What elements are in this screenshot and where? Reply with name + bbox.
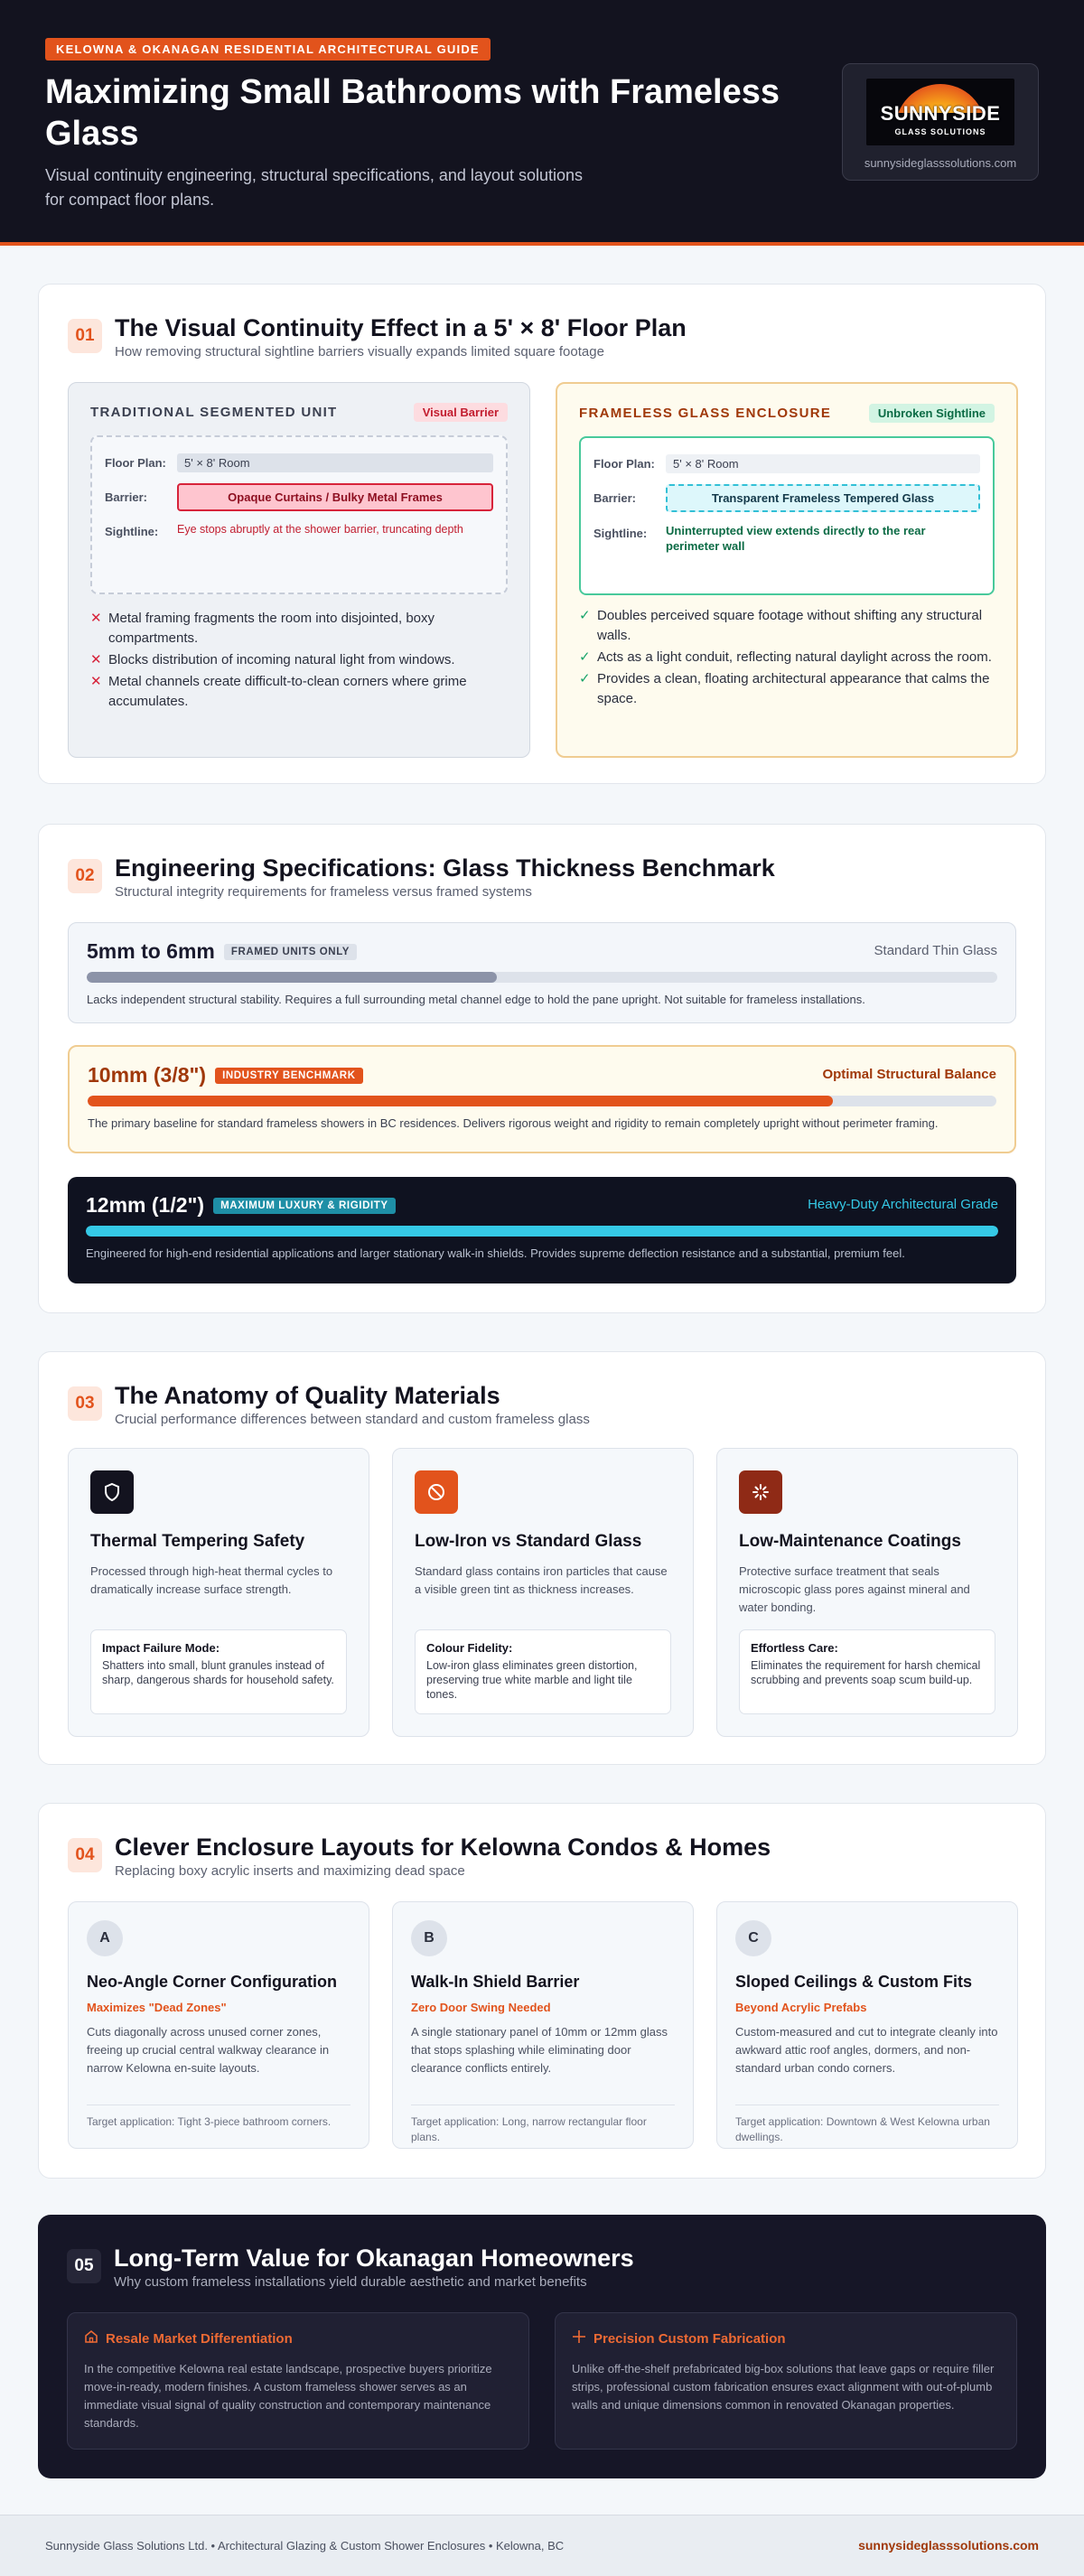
section-title: Engineering Specifications: Glass Thickness Benchmark xyxy=(115,854,775,882)
brand-logo-card[interactable] xyxy=(842,63,1039,181)
layout-letter-badge: A xyxy=(87,1920,123,1956)
card-kicker: Zero Door Swing Needed xyxy=(411,2001,551,2014)
logo-wordmark: SUNNYSIDE xyxy=(880,102,1001,125)
barrier-value: Opaque Curtains / Bulky Metal Frames xyxy=(177,483,493,511)
benchmark-bar xyxy=(87,972,997,983)
footer-website-link[interactable]: sunnysideglasssolutions.com xyxy=(858,2538,1039,2553)
benchmark-bar xyxy=(86,1226,998,1237)
list-item: ✕ Metal channels create difficult-to-clean corners where grime accumulates. xyxy=(90,674,467,709)
section-visual-continuity xyxy=(38,284,1046,784)
section-subtitle: Structural integrity requirements for frameless versus framed systems xyxy=(115,884,532,900)
sightline-label: Sightline: xyxy=(105,525,159,538)
target-application: Target application: Long, narrow rectangular floor plans. xyxy=(411,2105,675,2145)
benchmark-badge: INDUSTRY BENCHMARK xyxy=(215,1068,363,1084)
benchmark-bar-fill xyxy=(88,1096,833,1106)
detail-description: Shatters into small, blunt granules instead of sharp, dangerous shards for household safety. xyxy=(102,1659,334,1686)
detail-title: Effortless Care: xyxy=(751,1641,838,1655)
barrier-label: Barrier: xyxy=(593,491,636,505)
footer-company-info: Sunnyside Glass Solutions Ltd. • Architectural Glazing & Custom Shower Enclosures • Kelowna, BC xyxy=(45,2539,565,2553)
benchmark-badge: FRAMED UNITS ONLY xyxy=(224,944,357,960)
card-title: Neo-Angle Corner Configuration xyxy=(87,1973,337,1991)
benchmark-thickness: 5mm to 6mm xyxy=(87,939,215,963)
section-number: 05 xyxy=(67,2249,101,2283)
benchmark-bar xyxy=(88,1096,996,1106)
section-number: 01 xyxy=(68,319,102,353)
card-description: Cuts diagonally across unused corner zones, freeing up crucial central walkway clearance in narrow Kelowna en-suite layouts. xyxy=(87,2025,330,2075)
section-title: Long-Term Value for Okanagan Homeowners xyxy=(114,2245,634,2272)
benchmark-row xyxy=(68,1045,1016,1153)
card-title: Low-Maintenance Coatings xyxy=(739,1532,961,1551)
floor-plan-value: 5' × 8' Room xyxy=(177,453,493,472)
layout-letter-badge: B xyxy=(411,1920,447,1956)
section-number: 02 xyxy=(68,859,102,893)
cross-icon: ✕ xyxy=(90,674,102,689)
page-header xyxy=(0,0,1084,246)
section-title: The Visual Continuity Effect in a 5' × 8' Floor Plan xyxy=(115,314,687,341)
value-card xyxy=(67,2312,529,2450)
target-application: Target application: Tight 3-piece bathroom corners. xyxy=(87,2105,350,2130)
crosshair-icon xyxy=(572,2329,586,2347)
barrier-label: Barrier: xyxy=(105,490,147,504)
section-subtitle: How removing structural sightline barriers visually expands limited square footage xyxy=(115,344,604,359)
benchmark-description: Engineered for high-end residential applications and larger stationary walk-in shields. Provides supreme deflection resistance and a substantial, premium feel. xyxy=(86,1246,905,1260)
section-long-term-value xyxy=(38,2215,1046,2478)
detail-description: Eliminates the requirement for harsh chemical scrubbing and prevents soap scum build-up. xyxy=(751,1659,981,1686)
sightline-value: Uninterrupted view extends directly to the rear perimeter wall xyxy=(666,524,926,553)
card-title: Thermal Tempering Safety xyxy=(90,1532,305,1551)
page-title: Maximizing Small Bathrooms with Frameless Glass xyxy=(45,73,780,153)
traditional-unit-panel xyxy=(68,382,530,758)
benchmark-bar-fill xyxy=(87,972,497,983)
layout-card xyxy=(716,1901,1018,2149)
section-subtitle: Why custom frameless installations yield durable aesthetic and market benefits xyxy=(114,2274,587,2290)
section-title: Clever Enclosure Layouts for Kelowna Condos & Homes xyxy=(115,1834,771,1861)
page-footer xyxy=(0,2515,1084,2576)
panel-title: FRAMELESS GLASS ENCLOSURE xyxy=(579,406,832,421)
home-icon xyxy=(84,2329,98,2347)
header-kicker: KELOWNA & OKANAGAN RESIDENTIAL ARCHITECTURAL GUIDE xyxy=(45,38,491,61)
card-detail-box xyxy=(90,1629,347,1714)
list-item: ✕ Blocks distribution of incoming natural light from windows. xyxy=(90,650,508,670)
check-icon: ✓ xyxy=(579,649,591,665)
card-description: Processed through high-heat thermal cycles to dramatically increase surface strength. xyxy=(90,1564,333,1596)
material-card xyxy=(716,1448,1018,1737)
card-title: Sloped Ceilings & Custom Fits xyxy=(735,1973,973,1991)
material-card xyxy=(392,1448,694,1737)
card-description: Custom-measured and cut to integrate cleanly into awkward attic roof angles, dormers, and non-standard urban condo corners. xyxy=(735,2025,998,2075)
card-detail-box xyxy=(415,1629,671,1714)
floor-plan-value: 5' × 8' Room xyxy=(666,454,980,473)
panel-title: TRADITIONAL SEGMENTED UNIT xyxy=(90,405,338,420)
benchmark-thickness: 12mm (1/2") xyxy=(86,1193,205,1217)
sparkle-icon xyxy=(739,1470,782,1514)
detail-description: Low-iron glass eliminates green distortion, preserving true white marble and light tile tones. xyxy=(426,1659,638,1701)
card-title: Walk-In Shield Barrier xyxy=(411,1973,580,1991)
visual-barrier-badge: Visual Barrier xyxy=(414,403,508,422)
section-number: 04 xyxy=(68,1838,102,1872)
check-icon: ✓ xyxy=(579,608,591,623)
cross-icon: ✕ xyxy=(90,652,102,667)
layout-card xyxy=(68,1901,369,2149)
benchmark-badge: MAXIMUM LUXURY & RIGIDITY xyxy=(213,1198,396,1214)
floor-plan-label: Floor Plan: xyxy=(105,456,166,470)
benchmark-row xyxy=(68,1177,1016,1283)
section-enclosure-layouts xyxy=(38,1803,1046,2179)
floor-plan-label: Floor Plan: xyxy=(593,457,655,471)
card-title: Low-Iron vs Standard Glass xyxy=(415,1532,642,1551)
benchmark-grade: Standard Thin Glass xyxy=(874,943,997,958)
benefits-list xyxy=(579,606,995,711)
value-card-title: Resale Market Differentiation xyxy=(106,2330,293,2347)
benchmark-grade: Heavy-Duty Architectural Grade xyxy=(808,1197,998,1212)
list-item: ✓ Doubles perceived square footage without shifting any structural walls. xyxy=(579,608,983,643)
frameless-enclosure-panel xyxy=(556,382,1018,758)
section-number: 03 xyxy=(68,1386,102,1421)
card-kicker: Maximizes "Dead Zones" xyxy=(87,2001,227,2014)
page-subtitle: Visual continuity engineering, structural specifications, and layout solutions for compact floor plans. xyxy=(45,166,584,209)
shield-icon xyxy=(90,1470,134,1514)
value-card-description: In the competitive Kelowna real estate landscape, prospective buyers prioritize move-in-ready, modern finishes. A custom frameless shower serves as an immediate visual signal of quality construction and contemporary maintenance standards. xyxy=(84,2362,492,2430)
cross-icon: ✕ xyxy=(90,611,102,626)
benchmark-thickness: 10mm (3/8") xyxy=(88,1063,207,1087)
section-glass-thickness xyxy=(38,824,1046,1313)
barrier-value: Transparent Frameless Tempered Glass xyxy=(666,484,980,512)
value-card-description: Unlike off-the-shelf prefabricated big-box solutions that leave gaps or require filler strips, professional custom fabrication ensures exact alignment with out-of-plumb walls and unique dimensions common in renovated Okanagan properties. xyxy=(572,2362,995,2412)
check-icon: ✓ xyxy=(579,671,591,686)
card-detail-box xyxy=(739,1629,995,1714)
benchmark-description: The primary baseline for standard frameless showers in BC residences. Delivers rigorous weight and rigidity to remain completely upright without perimeter framing. xyxy=(88,1116,939,1130)
value-card xyxy=(555,2312,1017,2450)
section-subtitle: Replacing boxy acrylic inserts and maximizing dead space xyxy=(115,1863,465,1879)
benchmark-bar-fill xyxy=(86,1226,998,1237)
benchmark-grade: Optimal Structural Balance xyxy=(822,1067,996,1082)
target-application: Target application: Downtown & West Kelowna urban dwellings. xyxy=(735,2105,999,2145)
sightline-label: Sightline: xyxy=(593,527,648,540)
floor-plan-mock xyxy=(90,435,508,594)
sunnyside-logo xyxy=(866,79,1014,145)
section-title: The Anatomy of Quality Materials xyxy=(115,1382,500,1409)
drawbacks-list xyxy=(90,609,508,714)
material-card xyxy=(68,1448,369,1737)
logo-tagline: GLASS SOLUTIONS xyxy=(894,127,986,136)
card-description: Protective surface treatment that seals microscopic glass pores against mineral and water bonding. xyxy=(739,1564,970,1614)
detail-title: Impact Failure Mode: xyxy=(102,1641,220,1655)
detail-title: Colour Fidelity: xyxy=(426,1641,513,1655)
floor-plan-mock xyxy=(579,436,995,595)
list-item: ✓ Acts as a light conduit, reflecting natural daylight across the room. xyxy=(579,648,995,667)
benchmark-description: Lacks independent structural stability. Requires a full surrounding metal channel edge to hold the pane upright. Not suitable for frameless installations. xyxy=(87,993,865,1006)
layout-card xyxy=(392,1901,694,2149)
benchmark-row xyxy=(68,922,1016,1023)
prohibited-icon xyxy=(415,1470,458,1514)
list-item: ✕ Metal framing fragments the room into disjointed, boxy compartments. xyxy=(90,611,435,646)
section-subtitle: Crucial performance differences between standard and custom frameless glass xyxy=(115,1412,590,1427)
card-description: A single stationary panel of 10mm or 12mm glass that stops splashing while eliminating door clearance conflicts entirely. xyxy=(411,2025,668,2075)
card-kicker: Beyond Acrylic Prefabs xyxy=(735,2001,867,2014)
logo-url[interactable]: sunnysideglasssolutions.com xyxy=(864,156,1017,170)
layout-letter-badge: C xyxy=(735,1920,771,1956)
unbroken-sightline-badge: Unbroken Sightline xyxy=(869,404,995,423)
section-quality-materials xyxy=(38,1351,1046,1765)
card-description: Standard glass contains iron particles that cause a visible green tint as thickness increases. xyxy=(415,1564,668,1596)
sightline-value: Eye stops abruptly at the shower barrier, truncating depth xyxy=(177,523,463,536)
list-item: ✓ Provides a clean, floating architectural appearance that calms the space. xyxy=(579,671,990,706)
value-card-title: Precision Custom Fabrication xyxy=(593,2330,786,2347)
